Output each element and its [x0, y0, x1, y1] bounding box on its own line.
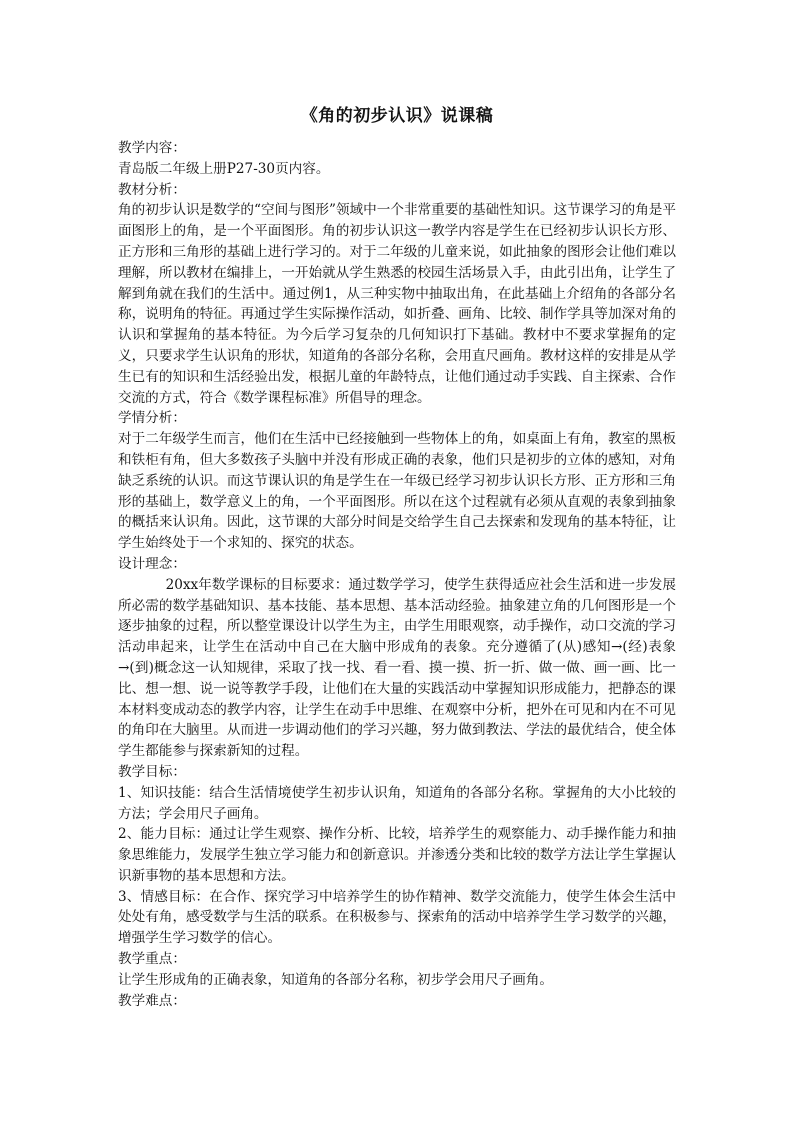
student-analysis-text: 对于二年级学生而言，他们在生活中已经接触到一些物体上的角，如桌面上有角，教室的黑板和铁柜有角，但大多数孩子头脑中并没有形成正确的表象，他们只是初步的立体的感知，对角缺乏系统的认识。而这节课认识的角是学生在一年级已经学习初步认识长方形、正方形和三角形的基础上，数学意义上的角，一个平面图形。所以在这个过程就有必须从直观的表象到抽象的概括来认识角。因此，这节课的大部分时间是交给学生自己去探索和发现角的基本特征，让学生始终处于一个求知的、探究的状态。 — [118, 431, 676, 552]
material-analysis-text: 角的初步认识是数学的“空间与图形”领域中一个非常重要的基础性知识。这节课学习的角是平面图形上的角，是一个平面图形。角的初步认识这一教学内容是学生在已经初步认识长方形、正方形和三角形的基础上进行学习的。对于二年级的儿童来说，如此抽象的图形会让他们难以理解，所以教材在编排上，一开始就从学生熟悉的校园生活场景入手，由此引出角，让学生了解到角就在我们的生活中。通过例1，从三种实物中抽取出角，在此基础上介绍角的各部分名称，说明角的特征。再通过学生实际操作活动，如折叠、画角、比较、制作学具等加深对角的认识和掌握角的基本特征。为今后学习复杂的几何知识打下基础。教材中不要求掌握角的定义，只要求学生认识角的形状，知道角的各部分名称，会用直尺画角。教材这样的安排是从学生已有的知识和生活经验出发，根据儿童的年龄特点，让他们通过动手实践、自主探索、合作交流的方式，符合《数学课程标准》所倡导的理念。 — [118, 202, 676, 406]
document-title: 《角的初步认识》说课稿 — [300, 106, 494, 126]
heading-teaching-content: 教学内容： — [118, 140, 186, 156]
heading-material-analysis: 教材分析： — [118, 181, 186, 198]
heading-key-points: 教学重点： — [118, 951, 186, 968]
teaching-content-text: 青岛版二年级上册P27-30页内容。 — [118, 160, 330, 177]
heading-design-concept: 设计理念： — [118, 555, 186, 572]
goal-emotion: 3、情感目标：在合作、探究学习中培养学生的协作精神、数学交流能力，使学生体会生活中处处有角，感受数学与生活的联系。在积极参与、探索角的活动中培养学生学习数学的兴趣，增强学生学习数学的信心。 — [118, 888, 676, 947]
heading-student-analysis: 学情分析： — [118, 410, 186, 427]
goal-knowledge-skills: 1、知识技能：结合生活情境使学生初步认识角，知道角的各部分名称。掌握角的大小比较的方法；学会用尺子画角。 — [118, 784, 676, 822]
design-concept-text: 20xx年数学课标的目标要求：通过数学学习，使学生获得适应社会生活和进一步发展所必需的数学基础知识、基本技能、基本思想、基本活动经验。抽象建立角的几何图形是一个逐步抽象的过程，所以整堂课设计以学生为主，由学生用眼观察，动手操作，动口交流的学习活动串起来，让学生在活动中自己在大脑中形成角的表象。充分遵循了(从)感知→(经)表象→(到)概念这一认知规律，采取了找一找、看一看、摸一摸、折一折、做一做、画一画、比一比、想一想、说一说等教学手段，让他们在大量的实践活动中掌握知识形成能力，把静态的课本材料变成动态的教学内容，让学生在动手中思维、在观察中分析，把外在可见和内在不可见的角印在大脑里。从而进一步调动他们的学习兴趣，努力做到教法、学法的最优结合，使全体学生都能参与探索新知的过程。 — [118, 576, 676, 760]
goal-ability: 2、能力目标：通过让学生观察、操作分析、比较，培养学生的观察能力、动手操作能力和抽象思维能力，发展学生独立学习能力和创新意识。并渗透分类和比较的数学方法让学生掌握认识新事物的基本思想和方法。 — [118, 826, 676, 884]
document-page — [118, 104, 676, 1011]
key-points-text: 让学生形成角的正确表象，知道角的各部分名称，初步学会用尺子画角。 — [118, 971, 553, 988]
heading-difficult-points: 教学难点： — [118, 992, 186, 1009]
heading-teaching-goals: 教学目标： — [118, 763, 186, 780]
